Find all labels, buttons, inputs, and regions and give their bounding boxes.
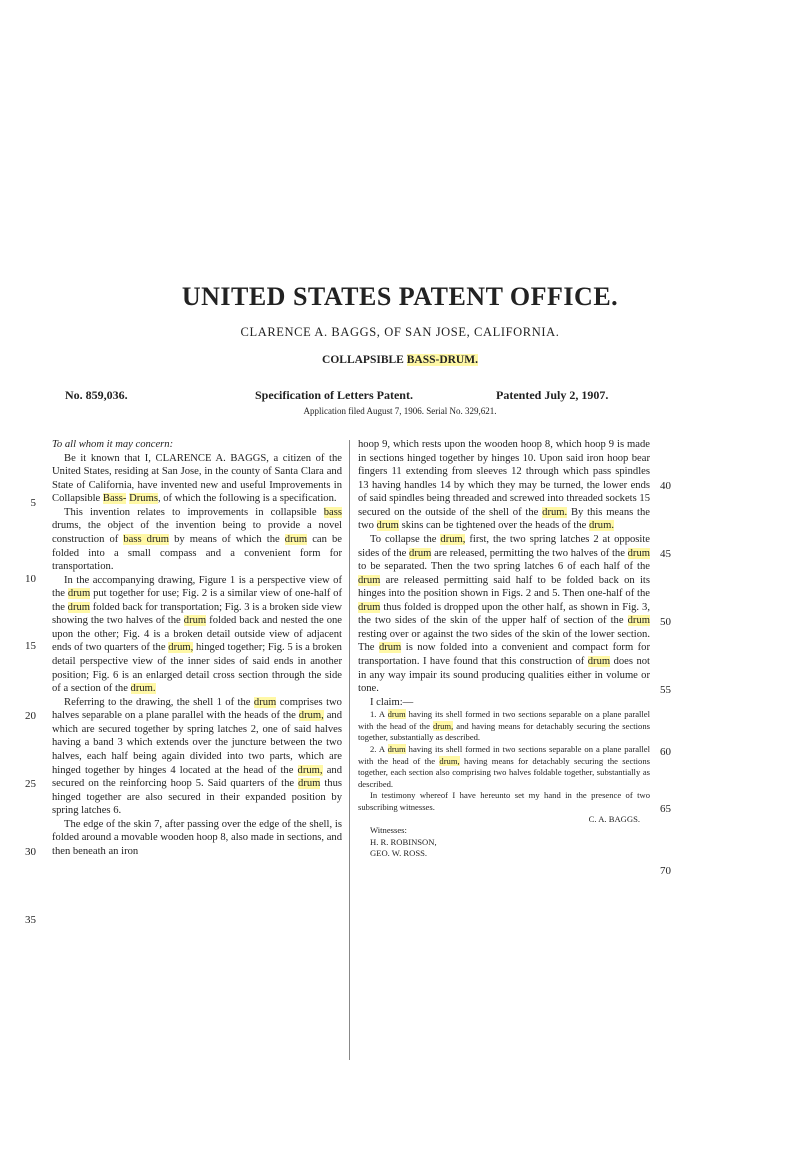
line-number: 20: [25, 710, 36, 722]
subject-highlight: BASS-DRUM.: [406, 354, 478, 366]
line-number: 70: [660, 865, 671, 877]
specification-label: Specification of Letters Patent.: [255, 388, 413, 402]
line-number: 35: [25, 914, 36, 926]
line-number: 55: [660, 684, 671, 696]
application-info: Application filed August 7, 1906. Serial No. 329,621.: [303, 406, 497, 416]
line-number: 45: [660, 548, 671, 560]
subject-line: [0, 354, 800, 366]
subject-prefix: COLLAPSIBLE: [322, 354, 407, 366]
inventor-line: CLARENCE A. BAGGS, OF SAN JOSE, CALIFORNIA.: [240, 325, 560, 339]
line-number: 50: [660, 616, 671, 628]
line-number: 5: [30, 497, 36, 509]
column-divider: [349, 440, 350, 1060]
line-number: 65: [660, 803, 671, 815]
left-column-text: To all whom it may concern: Be it known that I, CLARENCE A. BAGGS, a citizen of the United States, residing at San Jose, in the county of Santa Clara and State of California, have invented new and useful Improvements in Collapsible Bass- Drums, of which the following is a specification. This invention relates to improvements in collapsible bass drums, the object of the invention being to provide a novel construction of bass drum by means of which the drum can be folded into a small compass and a convenient form for transportation. In the accompanying drawing, Figure 1 is a perspective view of the drum put together for use; Fig. 2 is a similar view of one-half of the drum folded back for transportation; Fig. 3 is a broken side view showing the two halves of the drum folded back and nested the one upon the other; Fig. 4 is a broken detail outside view of adjacent ends of two quarters of the drum, hinged together; Fig. 5 is a broken detail perspective view of the inner sides of said ends in another position; Fig. 6 is an enlarged detail cross section through the side of a section of the drum. Referring to the drawing, the shell 1 of the drum comprises two halves separable on a plane parallel with the heads of the drum, and which are secured together by spring latches 2, one of said halves having a band 3 which extends over the juncture between the two halves, each half being again divided into two parts, which are hinged together by hinges 4 located at the head of the drum, and secured on the reinforcing hoop 5. Said quarters of the drum thus hinged together are also secured in their expanded position by spring latches 6. The edge of the skin 7, after passing over the edge of the shell, is folded around a movable wooden hoop 8, also made in sections, and then beneath an iron: [52, 439, 343, 857]
line-number: 40: [660, 480, 671, 492]
page-title: UNITED STATES PATENT OFFICE.: [181, 282, 619, 311]
line-number: 60: [660, 746, 671, 758]
right-column-text: hoop 9, which rests upon the wooden hoop 8, which hoop 9 is made in sections hinged together by hinges 10. Upon said iron hoop bear fingers 11 extending from sleeves 12 through which pass spindles 13 having handles 14 by which they may be turned, the lower ends of said spindles being threaded and screwed into threaded sockets 15 secured on the outside of the shell of the drum. By this means the two drum skins can be tightened over the heads of the drum. To collapse the drum, first, the two spring latches 2 at opposite sides of the drum are released, permitting the two halves of the drum to be separated. Then the two spring latches 6 of each half of the drum are released permitting said half to be folded back on its hinges into the position shown in Figs. 2 and 5. Then one-half of the drum thus folded is dropped upon the other half, as shown in Fig. 3, the two sides of the skin of the upper half of section of the drum resting over or against the two sides of the skin of the lower section. The drum is now folded into a convenient and compact form for transportation. I have found that this construction of drum does not in any way impair its sound producing qualities either in volume or tone. I claim:— 1. A drum having its shell formed in two sections separable on a plane parallel with the head of the drum, and having means for detachably securing the sections together, substantially as described. 2. A drum having its shell formed in two sections separable on a plane parallel with the head of the drum, having means for detachably securing the sections together, each section also comprising two halves foldable together, substantially as described. In testimony whereof I have hereunto set my hand in the presence of two subscribing witnesses. C. A. BAGGS. Witnesses: H. R. ROBINSON, GEO. W. ROSS.: [358, 439, 651, 859]
line-number: 25: [25, 778, 36, 790]
line-number: 10: [25, 573, 36, 585]
patent-number: No. 859,036.: [65, 388, 128, 402]
line-number: 30: [25, 846, 36, 858]
patented-date: Patented July 2, 1907.: [496, 388, 609, 402]
line-number: 15: [25, 640, 36, 652]
